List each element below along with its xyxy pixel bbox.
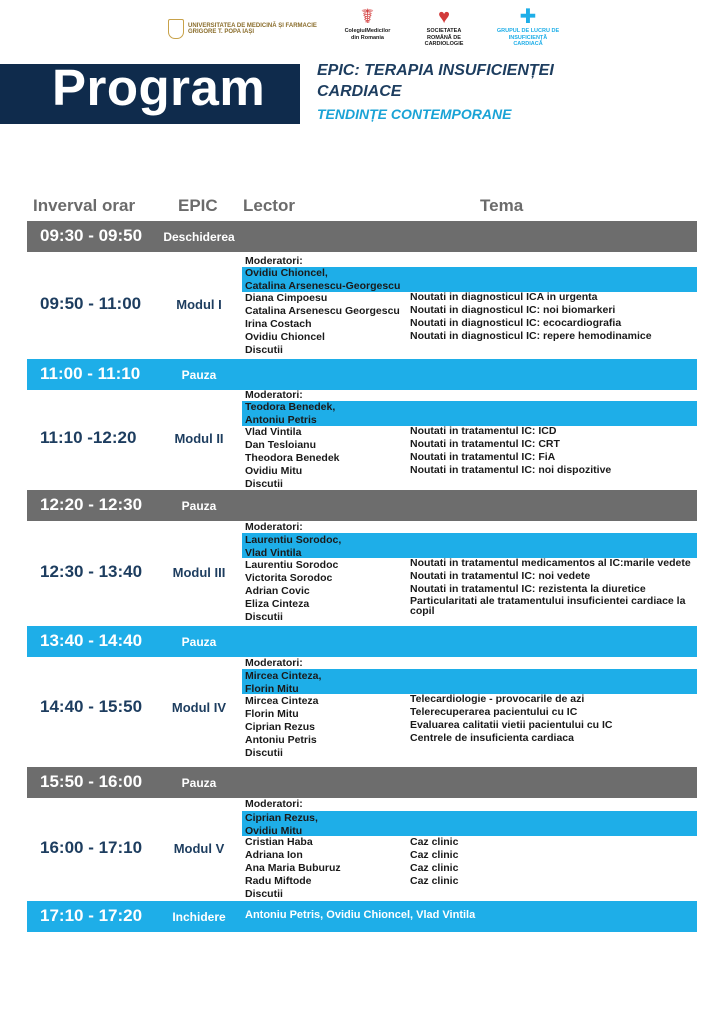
event-title: EPIC: TERAPIA INSUFICIENȚEI CARDIACE bbox=[317, 62, 554, 100]
event-subtitle: TENDINȚE CONTEMPORANE bbox=[317, 106, 512, 122]
moderator-name: Vlad Vintila bbox=[245, 546, 302, 559]
topic: Noutati in tratamentul IC: CRT bbox=[410, 438, 560, 450]
topic: Telerecuperarea pacientului cu IC bbox=[410, 706, 578, 718]
session-bar-opening bbox=[27, 221, 697, 252]
topic: Noutati in tratamentul IC: noi dispozitive bbox=[410, 464, 612, 476]
session-bar-break bbox=[27, 626, 697, 657]
moderators-list bbox=[245, 401, 335, 426]
umf-logo bbox=[168, 6, 338, 52]
lector-name: Discutii bbox=[245, 888, 283, 900]
topic: Noutati in tratamentul IC: ICD bbox=[410, 425, 557, 437]
module-time: 11:10 -12:20 bbox=[40, 428, 137, 447]
lector-name: Diana Cimpoesu bbox=[245, 292, 328, 304]
module-name: Modul IV bbox=[171, 700, 227, 715]
lector-name: Theodora Benedek bbox=[245, 452, 340, 464]
session-time: 13:40 - 14:40 bbox=[40, 631, 143, 650]
topic: Caz clinic bbox=[410, 836, 459, 848]
topic: Noutati in tratamentul medicamentos al IC:marile vedete bbox=[410, 557, 691, 569]
moderators-list bbox=[245, 534, 341, 559]
session-epic: Pauza bbox=[181, 368, 217, 382]
session-time: 17:10 - 17:20 bbox=[40, 906, 143, 925]
moderator-name: Antoniu Petris bbox=[245, 413, 317, 426]
topic: Noutati in diagnosticul IC: noi biomarkeri bbox=[410, 304, 616, 316]
session-time: 09:30 - 09:50 bbox=[40, 226, 143, 245]
lector-name: Mircea Cinteza bbox=[245, 695, 319, 707]
lector-name: Adrian Covic bbox=[245, 585, 310, 597]
moderator-name: Mircea Cinteza, bbox=[245, 670, 322, 682]
moderators-list bbox=[245, 670, 321, 695]
lector-name: Vlad Vintila bbox=[245, 426, 302, 438]
topic: Noutati in tratamentul IC: noi vedete bbox=[410, 570, 591, 582]
moderator-name: Florin Mitu bbox=[245, 682, 299, 695]
lector-name: Discutii bbox=[245, 611, 283, 623]
session-epic: Pauza bbox=[181, 776, 217, 790]
lector-name: Ovidiu Chioncel bbox=[245, 331, 325, 343]
heart-cross-icon: ✚ bbox=[519, 6, 537, 28]
session-time: 12:20 - 12:30 bbox=[40, 495, 143, 514]
moderator-name: Laurentiu Sorodoc, bbox=[245, 534, 342, 546]
moderators-label: Moderatori: bbox=[245, 521, 303, 533]
module-block bbox=[27, 521, 697, 623]
topic: Noutati in tratamentul IC: FiA bbox=[410, 451, 556, 463]
topic: Caz clinic bbox=[410, 875, 459, 887]
moderator-name: Teodora Benedek, bbox=[245, 401, 336, 413]
umf-logo-text: UNIVERSITATEA DE MEDICINĂ ȘI FARMACIE GRIGORE T. POPA IAȘI bbox=[188, 22, 317, 35]
moderators-label: Moderatori: bbox=[245, 798, 303, 810]
program-title: Program bbox=[52, 59, 266, 116]
lector-name: Discutii bbox=[245, 478, 283, 490]
module-time: 16:00 - 17:10 bbox=[40, 838, 143, 857]
src-logo-text: SOCIETATEA ROMÂNĂ DE CARDIOLOGIE bbox=[424, 28, 464, 47]
lector-name: Discutii bbox=[245, 344, 283, 356]
topic: Caz clinic bbox=[410, 849, 459, 861]
lector-name: Eliza Cinteza bbox=[245, 598, 310, 610]
src-logo bbox=[418, 6, 470, 52]
glic-logo-text: GRUPUL DE LUCRU DE INSUFICIENȚĂ CARDIACĂ bbox=[496, 28, 560, 47]
column-header-interval: Inverval orar bbox=[33, 196, 136, 215]
moderator-name: Ovidiu Mitu bbox=[245, 824, 303, 837]
session-bar-closing bbox=[27, 901, 697, 932]
lector-name: Radu Miftode bbox=[245, 875, 312, 887]
lector-name: Ciprian Rezus bbox=[245, 721, 316, 733]
module-time: 14:40 - 15:50 bbox=[40, 697, 143, 716]
closing-speakers: Antoniu Petris, Ovidiu Chioncel, Vlad Vintila bbox=[245, 909, 476, 921]
lector-name: Victorita Sorodoc bbox=[245, 572, 333, 584]
lector-name: Dan Tesloianu bbox=[245, 439, 316, 451]
topic: Noutati in tratamentul IC: rezistenta la diuretice bbox=[410, 583, 646, 595]
topic: Evaluarea calitatii vietii pacientului cu IC bbox=[410, 719, 613, 731]
session-time: 15:50 - 16:00 bbox=[40, 772, 143, 791]
topic: Caz clinic bbox=[410, 862, 459, 874]
heart-hands-icon: ♥ bbox=[438, 6, 450, 28]
session-bar-break bbox=[27, 490, 697, 521]
column-header-lector: Lector bbox=[243, 196, 295, 215]
column-header-epic: EPIC bbox=[178, 196, 218, 215]
cmr-caduceus-icon: ☤ bbox=[360, 6, 375, 28]
topic: Particularitati ale tratamentului insuficientei cardiace la copil bbox=[410, 595, 686, 617]
module-block bbox=[27, 388, 697, 488]
moderator-name: Ciprian Rezus, bbox=[245, 812, 318, 824]
moderator-name: Catalina Arsenescu-Georgescu bbox=[245, 279, 401, 292]
module-name: Modul V bbox=[173, 841, 225, 856]
topic: Noutati in diagnosticul IC: ecocardiografia bbox=[410, 317, 622, 329]
cmr-logo-text: ColegiulMedicilor din Romania bbox=[344, 28, 391, 41]
moderators-list bbox=[245, 267, 400, 292]
topic: Telecardiologie - provocarile de azi bbox=[410, 693, 585, 705]
module-block bbox=[27, 254, 697, 356]
moderators-label: Moderatori: bbox=[245, 389, 303, 401]
module-name: Modul II bbox=[174, 431, 224, 446]
topic: Noutati in diagnosticul ICA in urgenta bbox=[410, 291, 598, 303]
moderator-name: Ovidiu Chioncel, bbox=[245, 267, 328, 279]
umf-shield-icon bbox=[168, 19, 184, 39]
session-bar-break bbox=[27, 359, 697, 390]
session-bar-break bbox=[27, 767, 697, 798]
lector-name: Adriana Ion bbox=[245, 849, 303, 861]
column-header-tema: Tema bbox=[480, 196, 524, 215]
lector-name: Florin Mitu bbox=[245, 708, 299, 720]
moderators-label: Moderatori: bbox=[245, 255, 303, 267]
lector-name: Catalina Arsenescu Georgescu bbox=[245, 305, 400, 317]
module-name: Modul III bbox=[172, 565, 226, 580]
lector-name: Cristian Haba bbox=[245, 836, 313, 848]
session-epic: Pauza bbox=[181, 499, 217, 513]
cmr-logo bbox=[340, 6, 395, 52]
session-epic: Pauza bbox=[181, 635, 217, 649]
module-time: 09:50 - 11:00 bbox=[40, 294, 142, 313]
lector-name: Irina Costach bbox=[245, 318, 312, 330]
session-epic: Inchidere bbox=[172, 910, 226, 924]
session-time: 11:00 - 11:10 bbox=[40, 364, 141, 383]
lector-name: Ovidiu Mitu bbox=[245, 465, 303, 477]
module-block bbox=[27, 657, 697, 763]
module-block bbox=[27, 798, 697, 900]
lector-name: Antoniu Petris bbox=[245, 734, 317, 746]
lector-name: Laurentiu Sorodoc bbox=[245, 559, 339, 571]
module-name: Modul I bbox=[176, 297, 222, 312]
logo-strip bbox=[0, 6, 724, 52]
glic-logo bbox=[495, 6, 561, 52]
topic: Noutati in diagnosticul IC: repere hemodinamice bbox=[410, 330, 652, 342]
session-epic: Deschiderea bbox=[163, 230, 235, 244]
moderators-label: Moderatori: bbox=[245, 657, 303, 669]
lector-name: Ana Maria Buburuz bbox=[245, 862, 341, 874]
moderators-list bbox=[245, 812, 318, 837]
topic: Centrele de insuficienta cardiaca bbox=[410, 732, 574, 744]
lector-name: Discutii bbox=[245, 747, 283, 759]
module-time: 12:30 - 13:40 bbox=[40, 562, 143, 581]
